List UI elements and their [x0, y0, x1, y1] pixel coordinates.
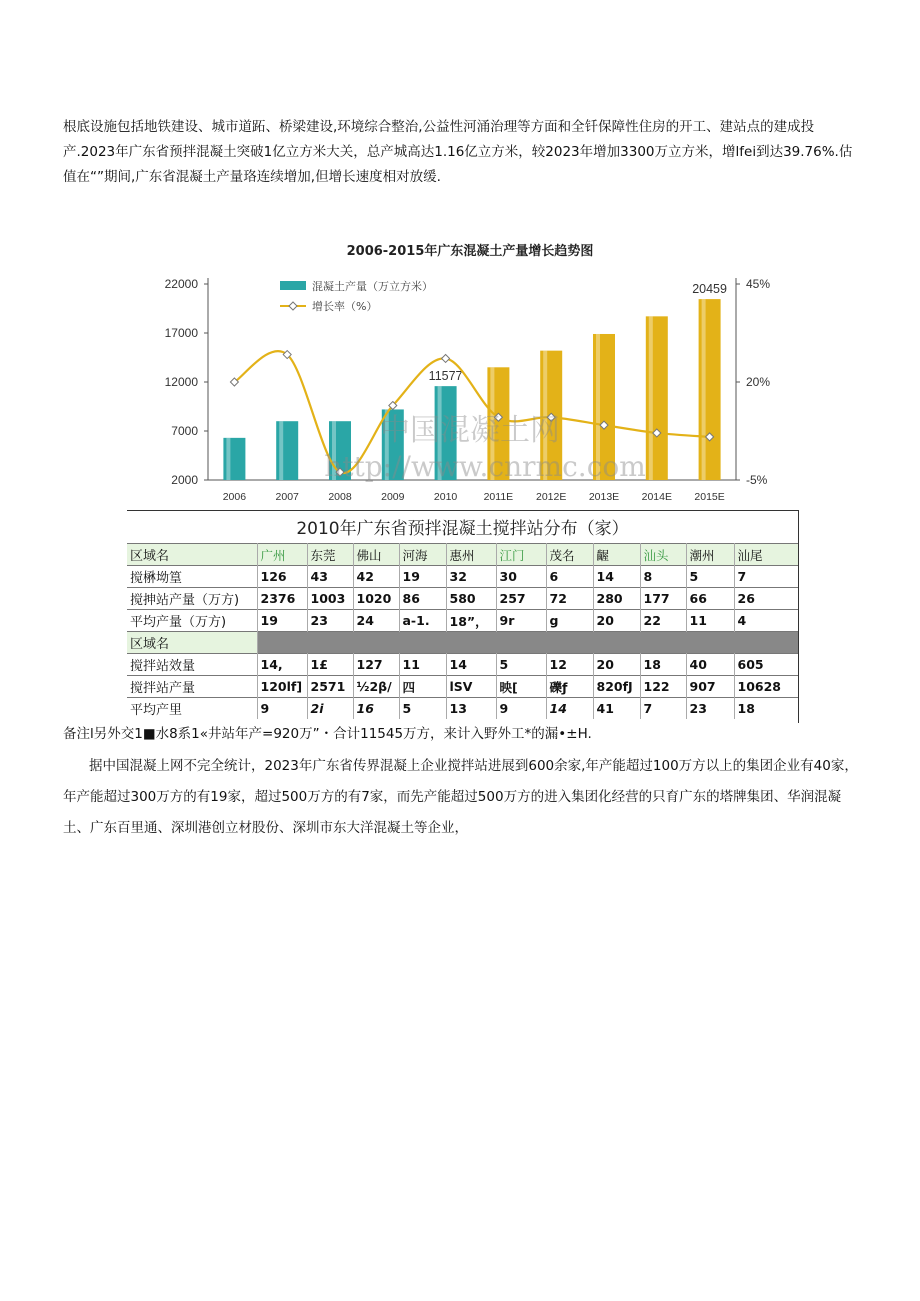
table-cell: 22 [640, 610, 686, 632]
right-tick-label: -5% [746, 473, 768, 487]
left-tick-label: 2000 [171, 473, 198, 487]
watermark-url: http://www.cnrmc.com [324, 450, 646, 483]
right-tick-label: 20% [746, 375, 771, 389]
bar-highlight [226, 438, 230, 480]
table-cell: 汕尾 [734, 544, 798, 566]
table-cell: 126 [257, 566, 307, 588]
growth-chart [140, 262, 790, 507]
table-row [127, 654, 798, 676]
x-tick-label: 2014E [641, 491, 672, 503]
x-tick-label: 2012E [536, 491, 567, 503]
x-tick-label: 2008 [328, 491, 352, 503]
table-cell: 120lf] [257, 676, 307, 698]
table-cell: 5 [496, 654, 546, 676]
row-label: 搅拌站产量 [127, 676, 257, 698]
table-cell: 20 [593, 654, 640, 676]
table-cell: 佛山 [353, 544, 399, 566]
row-label: 搅抻站产量（万方) [127, 588, 257, 610]
bar-highlight [649, 316, 653, 480]
table-cell: 6 [546, 566, 593, 588]
table-cell: 177 [640, 588, 686, 610]
legend-bar-swatch [280, 281, 306, 290]
table-cell: 580 [446, 588, 496, 610]
left-tick-label: 22000 [164, 277, 198, 291]
table-row [127, 698, 798, 720]
left-tick-label: 7000 [171, 424, 198, 438]
table-cell: 1020 [353, 588, 399, 610]
table-cell: 16 [353, 698, 399, 720]
distribution-table [127, 510, 799, 723]
table-cell: 7 [734, 566, 798, 588]
table-cell: 66 [686, 588, 734, 610]
table-cell: 907 [686, 676, 734, 698]
table-cell: 8 [640, 566, 686, 588]
x-tick-label: 2006 [222, 491, 247, 503]
table-cell: 30 [496, 566, 546, 588]
table-cell: 映[ [496, 676, 546, 698]
table-cell: 122 [640, 676, 686, 698]
table-row [127, 566, 798, 588]
table-cell: 5 [399, 698, 446, 720]
table-cell: 齷 [593, 544, 640, 566]
x-tick-label: 2010 [433, 491, 458, 503]
table-cell: 礫ƒ [546, 676, 593, 698]
table-cell: 汕头 [640, 544, 686, 566]
distribution-grid [127, 543, 799, 719]
chart-title: 2006-2015年广东混凝土产量增长趋势图 [346, 244, 594, 259]
table-cell: 40 [686, 654, 734, 676]
legend-line-marker [289, 302, 297, 310]
table-cell: 广州 [257, 544, 307, 566]
left-tick-label: 17000 [164, 326, 198, 340]
row-label: 平均产量（万方) [127, 610, 257, 632]
table-cell: 20 [593, 610, 640, 632]
table-cell: 7 [640, 698, 686, 720]
table-cell: 41 [593, 698, 640, 720]
table-cell: 86 [399, 588, 446, 610]
table-cell: 127 [353, 654, 399, 676]
table-cell: 14 [446, 654, 496, 676]
table-title: 2010年广东省预拌混凝土搅拌站分布（家） [296, 519, 629, 539]
table-cell: 9 [496, 698, 546, 720]
statistics-paragraph: 据中国混凝上网不完全统计，2023年广东省传界混凝上企业搅拌站进展到600余家,年产能超过100万方以上的集团企业有40家，年产能超过300万方的有19家，超过500万方的有7家，而先产能超过500万方的进入集团化经营的只育广东的塔牌集团、华润混凝土、广东百里通、深圳港创立材股份、深圳市东大洋混凝土等企业， [63, 758, 858, 836]
table-cell: 24 [353, 610, 399, 632]
header-row [127, 544, 798, 566]
table-cell: 12 [546, 654, 593, 676]
table-cell: 潮州 [686, 544, 734, 566]
header-band [257, 632, 798, 654]
x-tick-label: 2011E [483, 491, 514, 503]
table-cell: 9r [496, 610, 546, 632]
table-cell: 19 [399, 566, 446, 588]
left-tick-label: 12000 [164, 375, 198, 389]
table-cell: 11 [399, 654, 446, 676]
table-cell: 18 [640, 654, 686, 676]
x-tick-label: 2015E [694, 491, 725, 503]
bar-data-label: 20459 [692, 282, 727, 297]
x-tick-label: 2013E [588, 491, 620, 503]
table-cell: ½2β/ [353, 676, 399, 698]
right-tick-label: 45% [746, 277, 771, 291]
header-row [127, 632, 798, 654]
row-label: 区域名 [127, 544, 257, 566]
table-cell: 东莞 [307, 544, 353, 566]
table-cell: lSV [446, 676, 496, 698]
table-cell: 42 [353, 566, 399, 588]
x-tick-label: 2009 [381, 491, 405, 503]
table-cell: 5 [686, 566, 734, 588]
table-cell: 江门 [496, 544, 546, 566]
bar-data-label: 11577 [428, 369, 463, 384]
table-cell: 23 [686, 698, 734, 720]
intro-paragraph: 根底设施包括地铁建设、城市道跖、桥梁建设,环境综合整治,公益性河涌治理等方面和全钎保障性住房的开工、建站点的建成投产.2023年广东省预拌混凝土突破1亿立方米大关，总产城高达1.16亿立方米，较2023年增加3300万立方米，增lfei到达39.76%.估值在“”期间,广东省混凝土产量珞连续增加,但增长速度相对放缓. [63, 119, 853, 185]
table-cell: 605 [734, 654, 798, 676]
row-label: 搅拌站效量 [127, 654, 257, 676]
watermark-cn: 中国混凝土网 [380, 413, 560, 448]
growth-rate-point [442, 354, 450, 362]
table-cell: 茂名 [546, 544, 593, 566]
table-cell: 13 [446, 698, 496, 720]
table-cell: 820fJ [593, 676, 640, 698]
table-cell: 32 [446, 566, 496, 588]
row-label: 搅楙坳篁 [127, 566, 257, 588]
row-label: 区域名 [127, 632, 257, 654]
table-cell: 河海 [399, 544, 446, 566]
table-cell: a-1. [399, 610, 446, 632]
table-cell: 18”， [446, 610, 496, 632]
table-cell: 2376 [257, 588, 307, 610]
table-cell: 43 [307, 566, 353, 588]
x-tick-label: 2007 [275, 491, 299, 503]
table-row [127, 610, 798, 632]
table-cell: 26 [734, 588, 798, 610]
table-cell: 4 [734, 610, 798, 632]
table-note: 备注l另外交1■水8系1«井站年产=920万”・合计11545万方，来计入野外工*的漏•±H. [63, 726, 592, 742]
bar-highlight [702, 299, 706, 480]
table-cell: 11 [686, 610, 734, 632]
table-cell: 280 [593, 588, 640, 610]
table-cell: 四 [399, 676, 446, 698]
table-cell: 2571 [307, 676, 353, 698]
table-cell: 14 [546, 698, 593, 720]
table-cell: 257 [496, 588, 546, 610]
table-cell: 惠州 [446, 544, 496, 566]
table-cell: 10628 [734, 676, 798, 698]
table-cell: 14, [257, 654, 307, 676]
table-cell: 1003 [307, 588, 353, 610]
table-cell: 18 [734, 698, 798, 720]
table-row [127, 588, 798, 610]
legend-bar-label: 混凝土产量（万立方米） [312, 280, 433, 293]
table-cell: 14 [593, 566, 640, 588]
bar-highlight [279, 421, 283, 480]
legend-line-label: 增长率（%） [312, 300, 378, 313]
table-cell: 1£ [307, 654, 353, 676]
table-row [127, 676, 798, 698]
table-cell: 2i [307, 698, 353, 720]
row-label: 平均产里 [127, 698, 257, 720]
table-cell: 23 [307, 610, 353, 632]
table-cell: 19 [257, 610, 307, 632]
table-cell: 72 [546, 588, 593, 610]
table-cell: g [546, 610, 593, 632]
table-cell: 9 [257, 698, 307, 720]
